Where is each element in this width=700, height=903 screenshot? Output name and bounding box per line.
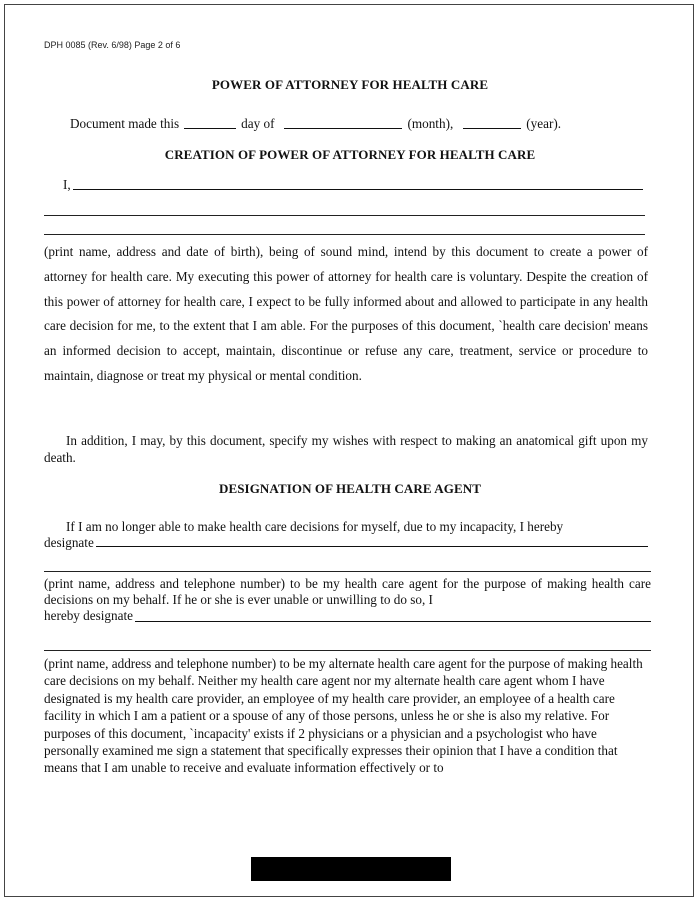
anatomical-gift-paragraph [44, 433, 648, 466]
principal-address-line-1[interactable] [44, 215, 645, 216]
principal-name-field[interactable] [73, 188, 643, 190]
day-number-field[interactable] [184, 127, 236, 129]
document-made-line [70, 116, 561, 132]
agent-paragraph [44, 576, 651, 625]
month-label: (month), [407, 116, 454, 131]
document-made-prefix: Document made this [70, 116, 180, 131]
agent-name-field[interactable] [96, 545, 648, 547]
alternate-agent-text: (print name, address and telephone number) to be my alternate health care agent for the purpose of making health care decisions on my behalf. Neither my health care agent nor my alternate health care agent whom I have designated is my health care provider, an employee of my health care provider, an employee of a health care facility in which I am a patient or a spouse of any of those persons, unless he or she is also my relative. For purposes of this document, `incapacity' exists if 2 physicians or a physician and a psychologist who have personally examined me sign a statement that specifically expresses their opinion that I have a condition that means that I am unable to receive and evaluate information effectively or to [44, 656, 643, 776]
principal-address-line-2[interactable] [44, 234, 645, 235]
alternate-designate-line [44, 608, 651, 624]
anatomical-gift-text: In addition, I may, by this document, specify my wishes with respect to making an anatomical gift upon my death. [44, 433, 648, 465]
form-identifier: DPH 0085 (Rev. 6/98) Page 2 of 6 [44, 40, 181, 50]
designate-label: designate [44, 534, 94, 550]
principal-name-line [63, 177, 645, 193]
month-field[interactable] [284, 127, 402, 129]
principal-name-prefix: I, [63, 177, 71, 192]
alternate-address-line[interactable] [44, 650, 651, 651]
document-title: POWER OF ATTORNEY FOR HEALTH CARE [211, 77, 489, 92]
agent-address-line[interactable] [44, 571, 651, 572]
alternate-agent-paragraph [44, 655, 654, 777]
creation-paragraph [44, 240, 648, 389]
agent-paragraph-text: (print name, address and telephone number) to be my health care agent for the purpose of making health care decisions on my behalf. If he or she is ever unable or unwilling to do so, I [44, 576, 651, 608]
redaction-bar [251, 857, 451, 881]
designation-heading: DESIGNATION OF HEALTH CARE AGENT [218, 481, 482, 496]
designation-intro-text: If I am no longer able to make health care decisions for myself, due to my incapacity, I hereby [66, 519, 564, 534]
hereby-designate-label: hereby designate [44, 608, 133, 624]
creation-heading: CREATION OF POWER OF ATTORNEY FOR HEALTH CARE [164, 147, 536, 162]
designation-intro [44, 519, 648, 550]
agent-designate-line [44, 535, 648, 551]
alternate-agent-name-field[interactable] [135, 620, 651, 622]
creation-paragraph-text: (print name, address and date of birth), being of sound mind, intend by this document to create a power of attorney for health care. My executing this power of attorney for health care is voluntary. Despite the creation of this power of attorney for health care, I expect to be fully informed about and allowed to participate in any health care decision for me, to the extent that I am able. For the purposes of this document, `health care decision' means an informed decision to accept, maintain, discontinue or refuse any care, treatment, service or procedure to maintain, diagnose or treat my physical or mental condition. [44, 244, 648, 383]
year-label: (year). [526, 116, 562, 131]
year-field[interactable] [463, 127, 521, 129]
day-of-label: day of [241, 116, 275, 131]
